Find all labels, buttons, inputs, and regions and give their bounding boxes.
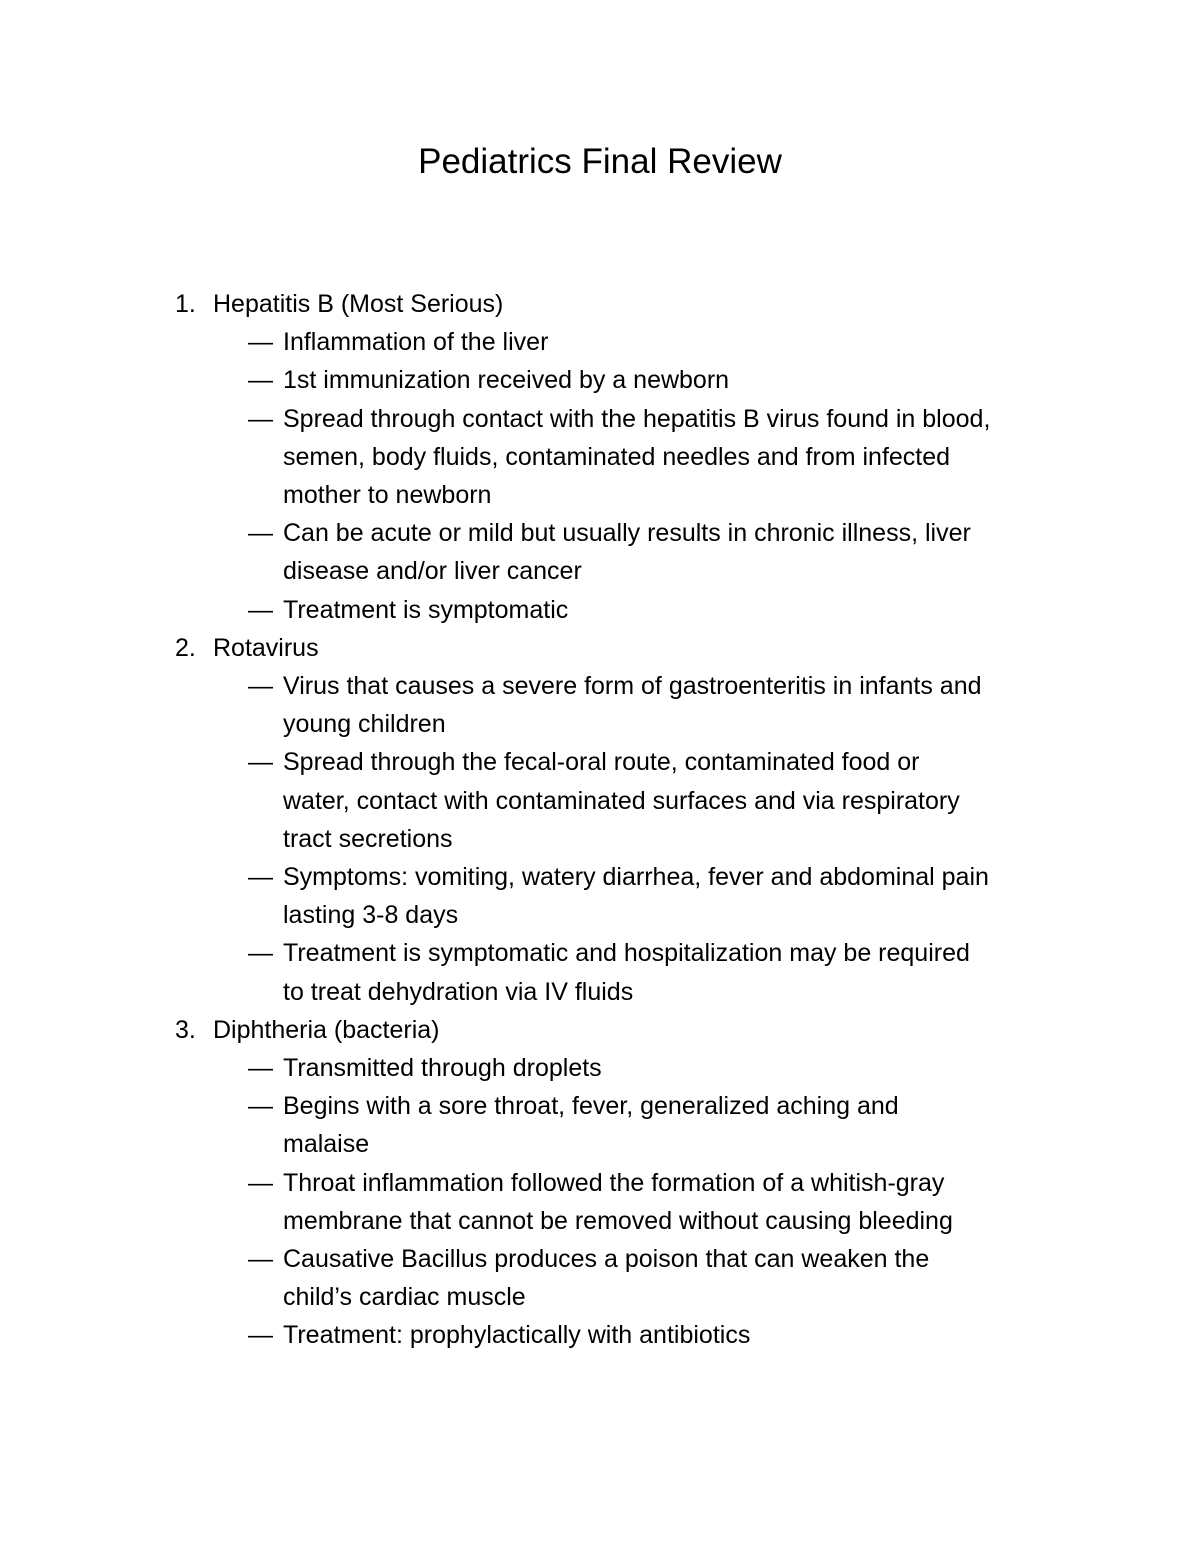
- bullet-text: [283, 400, 1073, 515]
- list-item: [175, 1316, 1075, 1354]
- section-heading-text: Diphtheria (bacteria): [213, 1015, 440, 1044]
- bullet-text: [283, 934, 1073, 1010]
- section-number: 3.: [175, 1015, 196, 1044]
- bullet-text-line: Treatment is symptomatic: [283, 595, 569, 624]
- dash-bullet-icon: —: [248, 404, 273, 433]
- dash-bullet-icon: —: [248, 519, 273, 548]
- section-heading: [175, 629, 1075, 667]
- page-title: Pediatrics Final Review: [418, 142, 782, 181]
- bullet-text-line: 1st immunization received by a newborn: [283, 366, 730, 395]
- bullet-text-line: Inflammation of the liver: [283, 328, 549, 357]
- bullet-text-line: Transmitted through droplets: [283, 1054, 602, 1083]
- review-section: [175, 285, 1075, 629]
- bullet-text: [283, 1164, 1073, 1240]
- review-section: [175, 1011, 1075, 1355]
- bullet-text-line: membrane that cannot be removed without causing bleeding: [283, 1206, 953, 1235]
- bullet-list: [175, 323, 1075, 629]
- review-sections: [175, 285, 1075, 1355]
- list-item: [175, 400, 1075, 515]
- dash-bullet-icon: —: [248, 863, 273, 892]
- dash-bullet-icon: —: [248, 1245, 273, 1274]
- bullet-text: [283, 743, 1073, 858]
- bullet-text-line: Treatment: prophylactically with antibiotics: [283, 1321, 751, 1350]
- bullet-text-line: lasting 3-8 days: [283, 901, 459, 930]
- bullet-list: [175, 1049, 1075, 1355]
- dash-bullet-icon: —: [248, 328, 273, 357]
- bullet-text-line: child’s cardiac muscle: [283, 1283, 526, 1312]
- bullet-text-line: to treat dehydration via IV fluids: [283, 977, 634, 1006]
- review-section: [175, 629, 1075, 1011]
- bullet-text-line: Causative Bacillus produces a poison that can weaken the: [283, 1245, 930, 1274]
- bullet-text-line: Begins with a sore throat, fever, generalized aching and: [283, 1092, 899, 1121]
- dash-bullet-icon: —: [248, 672, 273, 700]
- dash-bullet-icon: —: [248, 595, 273, 624]
- dash-bullet-icon: —: [248, 748, 273, 777]
- bullet-text-line: semen, body fluids, contaminated needles and from infected: [283, 442, 951, 471]
- bullet-text: [283, 1049, 1073, 1087]
- bullet-text-line: tract secretions: [283, 824, 453, 853]
- bullet-text: [283, 514, 1073, 590]
- list-item: [175, 743, 1075, 858]
- list-item: [175, 361, 1075, 399]
- bullet-text-line: Spread through contact with the hepatitis B virus found in blood,: [283, 404, 991, 433]
- bullet-text-line: malaise: [283, 1130, 370, 1159]
- dash-bullet-icon: —: [248, 1054, 273, 1083]
- list-item: [175, 1049, 1075, 1087]
- list-item: [175, 667, 1075, 743]
- bullet-text-line: Virus that causes a severe form of gastroenteritis in infants and: [283, 672, 982, 700]
- list-item: [175, 514, 1075, 590]
- list-item: [175, 591, 1075, 629]
- bullet-text-line: young children: [283, 710, 446, 739]
- dash-bullet-icon: —: [248, 1168, 273, 1197]
- list-item: [175, 1087, 1075, 1163]
- list-item: [175, 1164, 1075, 1240]
- bullet-text: [283, 1087, 1073, 1163]
- list-item: [175, 934, 1075, 1010]
- list-item: [175, 858, 1075, 934]
- dash-bullet-icon: —: [248, 1321, 273, 1350]
- list-item: [175, 323, 1075, 361]
- bullet-text: [283, 591, 1073, 629]
- list-item: [175, 1240, 1075, 1316]
- bullet-text-line: Throat inflammation followed the formation of a whitish-gray: [283, 1168, 945, 1197]
- bullet-text: [283, 323, 1073, 361]
- dash-bullet-icon: —: [248, 1092, 273, 1121]
- section-number: 2.: [175, 633, 196, 662]
- dash-bullet-icon: —: [248, 366, 273, 395]
- bullet-text-line: disease and/or liver cancer: [283, 557, 582, 586]
- section-heading: [175, 285, 1075, 323]
- bullet-text: [283, 1316, 1073, 1354]
- bullet-list: [175, 667, 1075, 1011]
- bullet-text: [283, 667, 1073, 743]
- bullet-text-line: water, contact with contaminated surfaces and via respiratory: [283, 786, 960, 815]
- bullet-text-line: Can be acute or mild but usually results in chronic illness, liver: [283, 519, 971, 548]
- section-heading-text: Rotavirus: [213, 633, 319, 662]
- bullet-text: [283, 1240, 1073, 1316]
- section-heading-text: Hepatitis B (Most Serious): [213, 290, 504, 318]
- section-number: 1.: [175, 290, 196, 318]
- dash-bullet-icon: —: [248, 939, 273, 968]
- bullet-text: [283, 361, 1073, 399]
- section-heading: [175, 1011, 1075, 1049]
- bullet-text: [283, 858, 1073, 934]
- bullet-text-line: Symptoms: vomiting, watery diarrhea, fever and abdominal pain: [283, 863, 989, 892]
- bullet-text-line: mother to newborn: [283, 481, 492, 509]
- bullet-text-line: Treatment is symptomatic and hospitalization may be required: [283, 939, 970, 968]
- bullet-text-line: Spread through the fecal-oral route, contaminated food or: [283, 748, 920, 777]
